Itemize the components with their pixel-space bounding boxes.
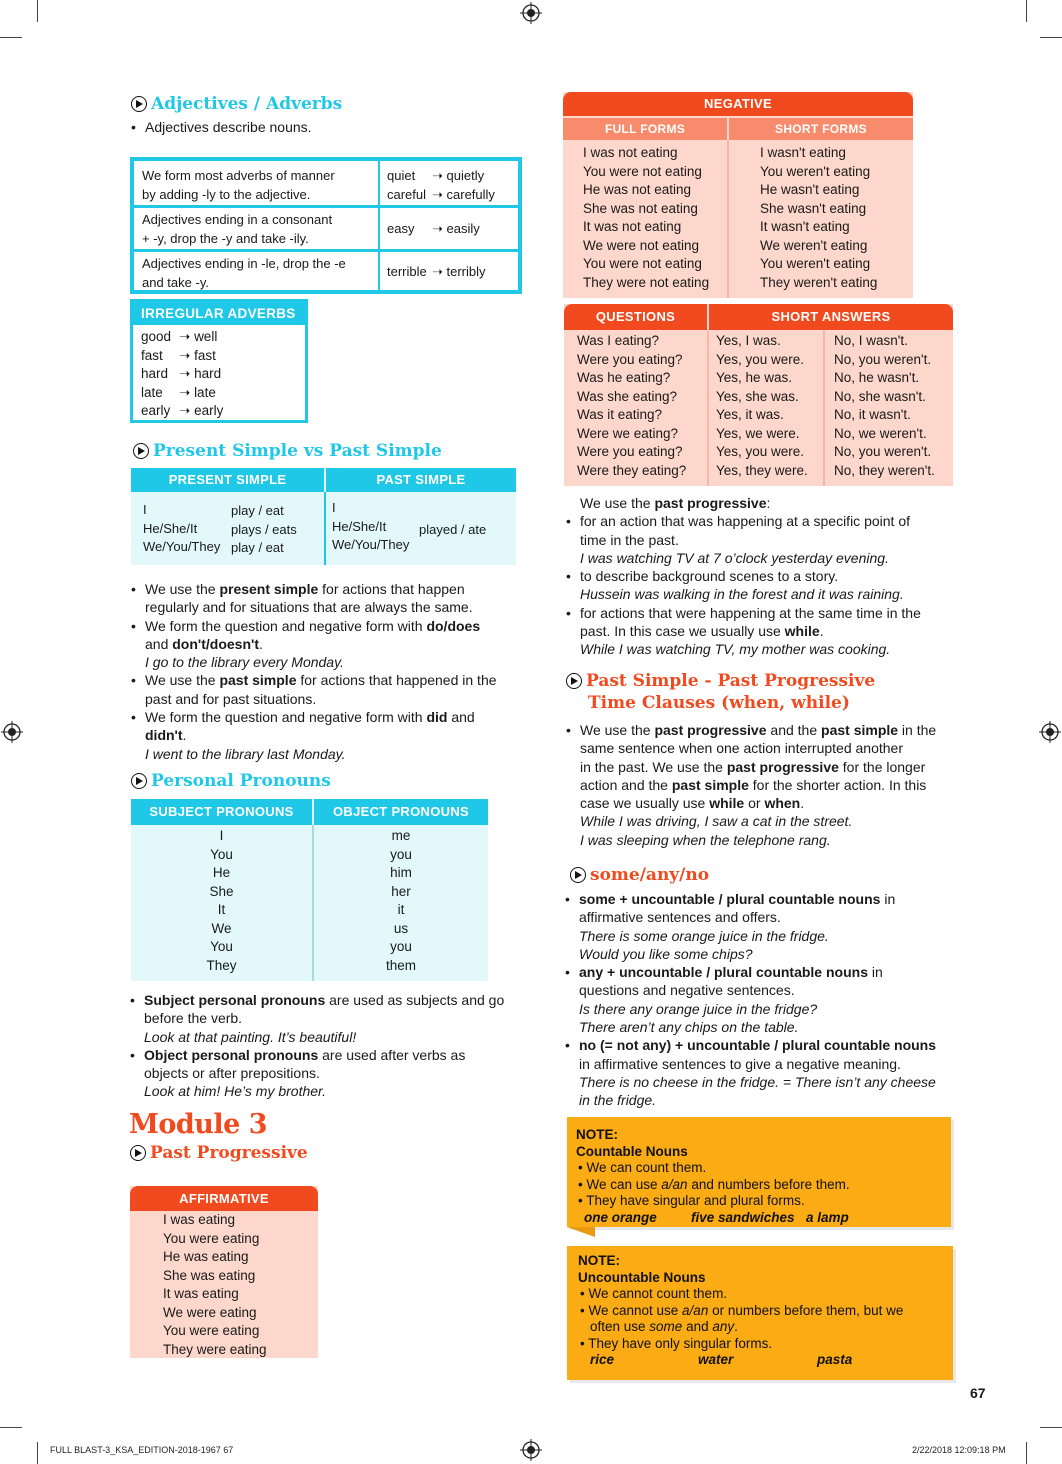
pronouns-table: [131, 799, 488, 981]
note-uncountable-nouns: NOTE: Uncountable Nouns • We cannot count them. • We cannot use a/an or numbers before them, but we often use some and any. • They have only singular forms. rice water pasta: [567, 1246, 953, 1380]
table-cell: played / ate: [419, 522, 487, 537]
time-clause-notes: • We use the past progressive and the past simple in the same sentence when one action interrupted another in the past. We use the past progressive for the longer action and the past simple for the shorter action. In this case we usually use while or when. While I was driving, I saw a cat in the street. I was sleeping when the telephone rang.: [564, 721, 964, 849]
crop-mark: [1040, 37, 1062, 38]
table-cell: We form most adverbs of manner by adding -ly to the adjective.: [142, 168, 335, 202]
crop-mark: [1026, 1442, 1027, 1464]
crop-mark: [0, 1427, 22, 1428]
crop-mark: [1026, 0, 1027, 22]
print-slug-right: 2/22/2018 12:09:18 PM: [912, 1445, 1006, 1455]
section-title-some-any-no: some/any/no: [570, 865, 709, 885]
table-cell: quiet ➝ quietly careful ➝ carefully: [387, 168, 495, 202]
section-title-time-clauses: Past Simple - Past Progressive: [566, 671, 875, 691]
crop-mark: [37, 0, 38, 22]
print-slug-left: FULL BLAST-3_KSA_EDITION-2018-1967 67: [50, 1445, 234, 1455]
table-header: IRREGULAR ADVERBS: [133, 302, 305, 325]
registration-mark-icon: [520, 1439, 542, 1461]
table-header: OBJECT PRONOUNS: [314, 799, 488, 825]
table-cell: I He/She/It We/You/They: [143, 502, 221, 554]
play-icon: [570, 867, 586, 883]
section-title-personal-pronouns: Personal Pronouns: [131, 771, 331, 791]
adverb-rules-table: [130, 157, 522, 294]
table-header: PAST SIMPLE: [326, 468, 516, 492]
crop-mark: [1040, 1427, 1062, 1428]
present-past-notes: • We use the present simple for actions that happen regularly and for situations that are always the same. • We form the question and negative form with do/does and don't/doesn't. I go to the library every Monday. • We use the past simple for actions that happened in the past and for past situations. • We form the question and negative form with did and didn't. I went to the library last Monday.: [129, 580, 529, 763]
arrow-icon: ➝: [432, 264, 447, 279]
irregular-adverbs-box: [130, 299, 308, 423]
table-cell: play / eat plays / eats play / eat: [231, 503, 297, 555]
table-cell: easy ➝ easily: [387, 221, 480, 236]
negative-short-list: I wasn't eating You weren't eating He wasn't eating She wasn't eating It wasn't eating We weren't eating You weren't eating They weren't eating: [760, 145, 878, 290]
module-title: Module 3: [129, 1109, 268, 1140]
list-item: • Adjectives describe nouns.: [129, 118, 1062, 136]
registration-mark-icon: [1, 721, 23, 743]
section-title-present-vs-past: Present Simple vs Past Simple: [133, 441, 442, 461]
table-header: PRESENT SIMPLE: [131, 468, 324, 492]
negative-full-list: I was not eating You were not eating He was not eating She was not eating It was not eating We were not eating You were not eating They were not eating: [583, 145, 710, 290]
table-header: SUBJECT PRONOUNS: [131, 799, 312, 825]
table-cell: Adjectives ending in a consonant + -y, drop the -y and take -ily.: [142, 212, 333, 246]
table-cell: I He/She/It We/You/They: [332, 500, 410, 552]
arrow-icon: ➝: [432, 221, 447, 236]
some-any-no-notes: • some + uncountable / plural countable nouns in affirmative sentences and offers. There is some orange juice in the fridge. Would you like some chips? • any + uncountable / plural countable nouns in questions and negative sentences. Is there any orange juice in the fridge? There aren’t any chips on the table. • no (= not any) + uncountable / plural countable nouns in affirmative sentences to give a negative meaning. There is no cheese in the fridge. = There isn’t any cheese in the fridge.: [563, 890, 963, 1110]
play-icon: [133, 443, 149, 459]
note-fold: [567, 1227, 595, 1237]
affirmative-list: I was eating You were eating He was eating She was eating It was eating We were eating You were eating They were eating: [163, 1212, 267, 1357]
crop-mark: [0, 37, 22, 38]
table-cell: Adjectives ending in -le, drop the -e and take -y.: [142, 256, 346, 290]
play-icon: [131, 773, 147, 789]
section-title-adjectives-adverbs: Adjectives / Adverbs: [131, 94, 342, 114]
section-subtitle-time-clauses: Time Clauses (when, while): [588, 693, 850, 713]
questions-list: Was I eating? Were you eating? Was he eating? Was she eating? Was it eating? Were we eating? Were you eating? Were they eating?: [577, 333, 687, 478]
table-header: SHORT FORMS: [729, 118, 913, 140]
registration-mark-icon: [520, 2, 542, 24]
arrow-icon: ➝: [432, 168, 447, 183]
arrow-icon: ➝: [432, 186, 447, 202]
irregular-list: good ➝ well fast ➝ fast hard ➝ hard late ➝ late early ➝ early: [141, 329, 224, 418]
section-title-past-progressive: Past Progressive: [130, 1143, 308, 1163]
table-header: QUESTIONS: [564, 304, 707, 330]
table-cell: terrible ➝ terribly: [387, 264, 486, 279]
negative-table: [563, 92, 913, 298]
affirmative-table: [130, 1186, 318, 1358]
play-icon: [130, 1145, 146, 1161]
crop-mark: [37, 1442, 38, 1464]
subject-pronouns-list: I You He She It We You They: [206, 828, 237, 973]
note-countable-nouns: NOTE: Countable Nouns • We can count them. • We can use a/an and numbers before them. • They have singular and plural forms. one orange five sandwiches a lamp: [567, 1117, 951, 1227]
no-answers-list: No, I wasn't. No, you weren't. No, he wasn't. No, she wasn't. No, it wasn't. No, we weren't. No, you weren't. No, they weren't.: [834, 333, 935, 478]
registration-mark-icon: [1039, 721, 1061, 743]
play-icon: [131, 96, 147, 112]
play-icon: [566, 673, 582, 689]
object-pronouns-list: me you him her it us you them: [385, 828, 416, 973]
page-number: 67: [970, 1385, 986, 1401]
table-header: FULL FORMS: [563, 118, 727, 140]
past-progressive-uses: We use the past progressive: • for an action that was happening at a specific point of time in the past. I was watching TV at 7 o’clock yesterday evening. • to describe background scenes to a story. Hussein was walking in the forest and it was raining. • for actions that were happening at the same time in the past. In this case we usually use while. While I was watching TV, my mother was cooking.: [564, 494, 964, 659]
table-header: NEGATIVE: [563, 92, 913, 116]
yes-answers-list: Yes, I was. Yes, you were. Yes, he was. Yes, she was. Yes, it was. Yes, we were. Yes, you were. Yes, they were.: [716, 333, 808, 478]
questions-table: [564, 304, 953, 486]
present-past-table: [131, 468, 516, 565]
table-header: AFFIRMATIVE: [130, 1186, 318, 1211]
table-header: SHORT ANSWERS: [709, 304, 953, 330]
pronoun-notes: • Subject personal pronouns are used as subjects and go before the verb. Look at that painting. It’s beautiful! • Object personal pronouns are used after verbs as objects or after prepositions. Look at him! He’s my brother.: [128, 991, 528, 1101]
